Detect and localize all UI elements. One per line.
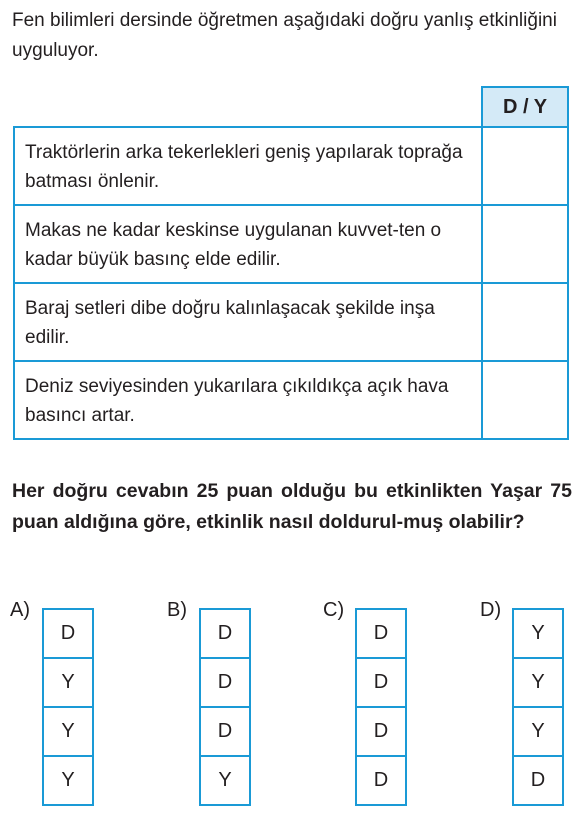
statement-1: Traktörlerin arka tekerlekleri geniş yapılarak toprağa batması önlenir. — [14, 127, 482, 205]
option-b-answer-1: D — [200, 609, 250, 658]
option-a-answer-1: D — [43, 609, 93, 658]
statement-4: Deniz seviyesinden yukarılara çıkıldıkça açık hava basıncı artar. — [14, 361, 482, 439]
option-c-answers — [355, 608, 407, 806]
option-a-answers — [42, 608, 94, 806]
option-c-answer-4: D — [356, 756, 406, 805]
answer-cell-2[interactable] — [482, 205, 568, 283]
statement-3: Baraj setleri dibe doğru kalınlaşacak şekilde inşa edilir. — [14, 283, 482, 361]
option-c-answer-3: D — [356, 707, 406, 756]
option-d-letter: D) — [480, 599, 502, 621]
option-d-answer-1: Y — [513, 609, 563, 658]
option-d-answer-2: Y — [513, 658, 563, 707]
option-b-answer-3: D — [200, 707, 250, 756]
option-b-answer-2: D — [200, 658, 250, 707]
answer-cell-1[interactable] — [482, 127, 568, 205]
option-b-letter: B) — [167, 599, 187, 621]
option-c-letter: C) — [323, 599, 345, 621]
question-text: Her doğru cevabın 25 puan olduğu bu etkinlikten Yaşar 75 puan aldığına göre, etkinlik nasıl doldurul-muş olabilir? — [12, 480, 572, 533]
answer-cell-4[interactable] — [482, 361, 568, 439]
option-c-answer-2: D — [356, 658, 406, 707]
table-row — [14, 205, 568, 283]
option-a-answer-4: Y — [43, 756, 93, 805]
true-false-table — [13, 86, 569, 440]
answer-cell-3[interactable] — [482, 283, 568, 361]
table-header-row — [14, 87, 568, 127]
option-a-answer-3: Y — [43, 707, 93, 756]
option-d-answer-3: Y — [513, 707, 563, 756]
dy-column-header: D / Y — [482, 87, 568, 127]
intro-text: Fen bilimleri dersinde öğretmen aşağıdaki doğru yanlış etkinliğini uyguluyor. — [12, 10, 557, 61]
table-row — [14, 283, 568, 361]
option-c-answer-1: D — [356, 609, 406, 658]
option-d-answers — [512, 608, 564, 806]
option-a-letter: A) — [10, 599, 30, 621]
statement-2: Makas ne kadar keskinse uygulanan kuvvet-ten o kadar büyük basınç elde edilir. — [14, 205, 482, 283]
option-b-answers — [199, 608, 251, 806]
table-row — [14, 361, 568, 439]
option-a-answer-2: Y — [43, 658, 93, 707]
table-row — [14, 127, 568, 205]
table-corner — [14, 87, 482, 127]
option-b-answer-4: Y — [200, 756, 250, 805]
option-d-answer-4: D — [513, 756, 563, 805]
